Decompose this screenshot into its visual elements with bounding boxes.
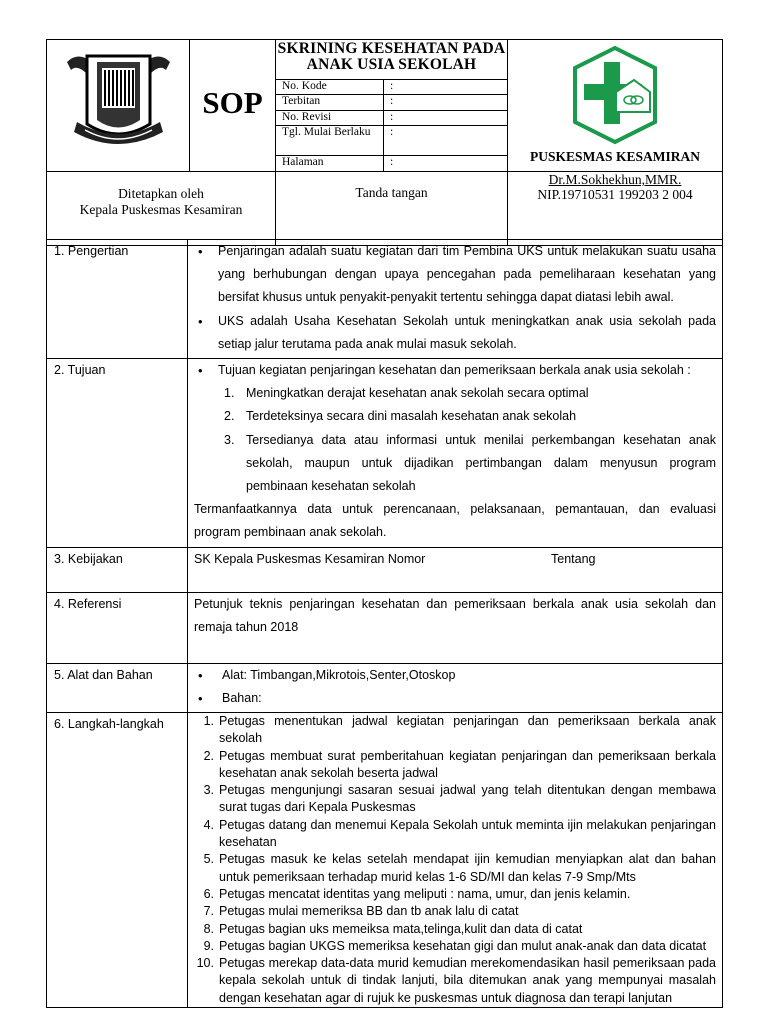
item-number: 1. xyxy=(224,386,235,401)
item-number: 7. xyxy=(203,904,214,919)
section-langkah xyxy=(47,713,723,1008)
item-number: 3. xyxy=(203,783,214,798)
meta-value: : xyxy=(384,110,508,126)
section-label: 4. Referensi xyxy=(47,593,188,664)
item-text: Petugas masuk ke kelas setelah mendapat ijin kemudian menyiapkan alat dan bahan untuk pemeriksaan terhadap murid kelas 1-6 SD/MI dan kelas 7-9 Smp/Mts xyxy=(219,852,716,884)
tujuan-intro: • Tujuan kegiatan penjaringan kesehatan dan pemeriksaan berkala anak usia sekolah : xyxy=(194,359,716,382)
section-referensi xyxy=(47,593,723,664)
list-item xyxy=(194,405,716,428)
item-number: 1. xyxy=(203,714,214,728)
item-text: Petugas membuat surat pemberitahuan kegiatan penjaringan dan pemeriksaan berkala kesehatan anak sekolah beserta jadwal xyxy=(219,748,716,780)
list-item xyxy=(194,921,716,938)
ditetapkan-line-2: Kepala Puskesmas Kesamiran xyxy=(79,202,243,217)
meta-value: : xyxy=(384,95,508,111)
list-item xyxy=(194,886,716,903)
list-item xyxy=(194,955,716,1007)
item-text: Petugas bagian UKGS memeriksa kesehatan gigi dan mulut anak-anak dan data dicatat xyxy=(219,938,707,953)
section-alat-bahan xyxy=(47,664,723,713)
meta-value: : xyxy=(384,156,508,172)
section-tujuan xyxy=(47,359,723,548)
tanda-tangan-label: Tanda tangan xyxy=(276,172,508,246)
meta-value: : xyxy=(384,79,508,95)
list-item xyxy=(194,713,716,748)
puskesmas-logo-cell xyxy=(508,40,723,172)
kebijakan-tentang: Tentang xyxy=(551,552,596,566)
item-number: 6. xyxy=(203,886,214,901)
item-text: Petugas mencatat identitas yang meliputi : nama, umur, dan jenis kelamin. xyxy=(219,886,631,901)
list-item xyxy=(194,382,716,405)
section-kebijakan xyxy=(47,548,723,593)
item-text: Petugas merekap data-data murid kemudian merekomendasikan hasil pemeriksaan pada kepala sekolah untuk di tindak lanjuti, bila ditemukan anak yang mempunyai masalah dengan kesehatan agar di rujuk ke puskesmas untuk diagnosa dan terapi lanjutan xyxy=(219,956,716,1005)
item-text: Petugas mulai memeriksa BB dan tb anak lalu di catat xyxy=(219,904,519,919)
regency-emblem-icon xyxy=(47,40,190,166)
regency-emblem-cell xyxy=(47,40,190,172)
sop-label: SOP xyxy=(190,40,276,172)
item-text: Petugas datang dan menemui Kepala Sekolah untuk meminta ijin melakukan penjaringan kesehatan xyxy=(219,817,716,850)
meta-label: Tgl. Mulai Berlaku xyxy=(276,126,384,156)
kebijakan-text: SK Kepala Puskesmas Kesamiran Nomor xyxy=(194,552,426,566)
title-line-2: ANAK USIA SEKOLAH xyxy=(306,56,477,73)
meta-label: Terbitan xyxy=(276,95,384,111)
item-text: Petugas menentukan jadwal kegiatan penjaringan dan pemeriksaan berkala anak sekolah xyxy=(219,714,716,746)
signer-name: Dr.M.Sokhekhun,MMR. xyxy=(548,172,682,187)
document-title xyxy=(276,40,508,80)
puskesmas-name: PUSKESMAS KESAMIRAN xyxy=(530,149,700,164)
list-item xyxy=(194,782,716,817)
ditetapkan-line-1: Ditetapkan oleh xyxy=(118,186,204,201)
item-text: Petugas mengunjungi sasaran sesuai jadwal yang telah ditentukan dengan membawa surat tugas dari Kepala Puskesmas xyxy=(219,783,716,815)
item-number: 2. xyxy=(224,409,235,424)
list-item: • Alat: Timbangan,Mikrotois,Senter,Otoskop xyxy=(194,664,716,687)
meta-value: : xyxy=(384,126,508,156)
referensi-text: Petunjuk teknis penjaringan kesehatan dan pemeriksaan berkala anak usia sekolah dan remaja tahun 2018 xyxy=(188,593,723,664)
item-text: Tersedianya data atau informasi untuk menilai perkembangan kesehatan anak sekolah, maupun untuk dijadikan pertimbangan dalam menyusun program pembinaan kesehatan sekolah xyxy=(246,432,716,494)
sop-content-table xyxy=(46,239,723,1008)
list-item xyxy=(194,938,716,955)
meta-label: No. Kode xyxy=(276,79,384,95)
item-text: Meningkatkan derajat kesehatan anak sekolah secara optimal xyxy=(246,386,589,401)
item-number: 8. xyxy=(203,921,214,936)
tujuan-closing: Termanfaatkannya data untuk perencanaan, pelaksanaan, pemantauan, dan evaluasi program pembinaan anak sekolah. xyxy=(194,502,716,540)
list-item xyxy=(194,429,716,499)
list-item xyxy=(194,903,716,920)
signer-block xyxy=(508,172,723,246)
section-pengertian xyxy=(47,240,723,359)
item-number: 4. xyxy=(203,817,214,832)
list-item xyxy=(194,817,716,852)
list-item: • Penjaringan adalah suatu kegiatan dari tim Pembina UKS untuk melakukan suatu usaha yang berhubungan dengan upaya pencegahan pada pemeliharaan kesehatan yang bersifat khusus untuk penyakit-penyakit tertentu sehingga dapat diatasi lebih awal. xyxy=(194,240,716,310)
list-item xyxy=(194,851,716,886)
item-number: 5. xyxy=(203,852,214,867)
section-label: 1. Pengertian xyxy=(47,240,188,359)
item-text: Terdeteksinya secara dini masalah kesehatan anak sekolah xyxy=(246,409,577,424)
item-number: 10. xyxy=(196,956,214,971)
title-line-1: SKRINING KESEHATAN PADA xyxy=(277,40,506,57)
sop-header-table xyxy=(46,39,723,246)
section-label: 6. Langkah-langkah xyxy=(47,713,188,1008)
ditetapkan-oleh xyxy=(47,172,276,246)
meta-label: Halaman xyxy=(276,156,384,172)
list-item: • Bahan: xyxy=(194,687,716,710)
section-label: 2. Tujuan xyxy=(47,359,188,548)
meta-label: No. Revisi xyxy=(276,110,384,126)
item-number: 3. xyxy=(224,432,235,447)
section-label: 3. Kebijakan xyxy=(47,548,188,593)
item-text: Petugas bagian uks memeiksa mata,telinga,kulit dan data di catat xyxy=(219,921,583,936)
section-label: 5. Alat dan Bahan xyxy=(47,664,188,713)
item-number: 9. xyxy=(203,938,214,953)
list-item: • UKS adalah Usaha Kesehatan Sekolah untuk meningkatkan anak usia sekolah pada setiap jalur terutama pada anak mulai masuk sekolah. xyxy=(194,310,716,356)
item-number: 2. xyxy=(203,748,214,763)
signer-nip: NIP.19710531 199203 2 004 xyxy=(537,187,693,202)
list-item xyxy=(194,748,716,783)
puskesmas-logo-icon xyxy=(508,40,723,166)
